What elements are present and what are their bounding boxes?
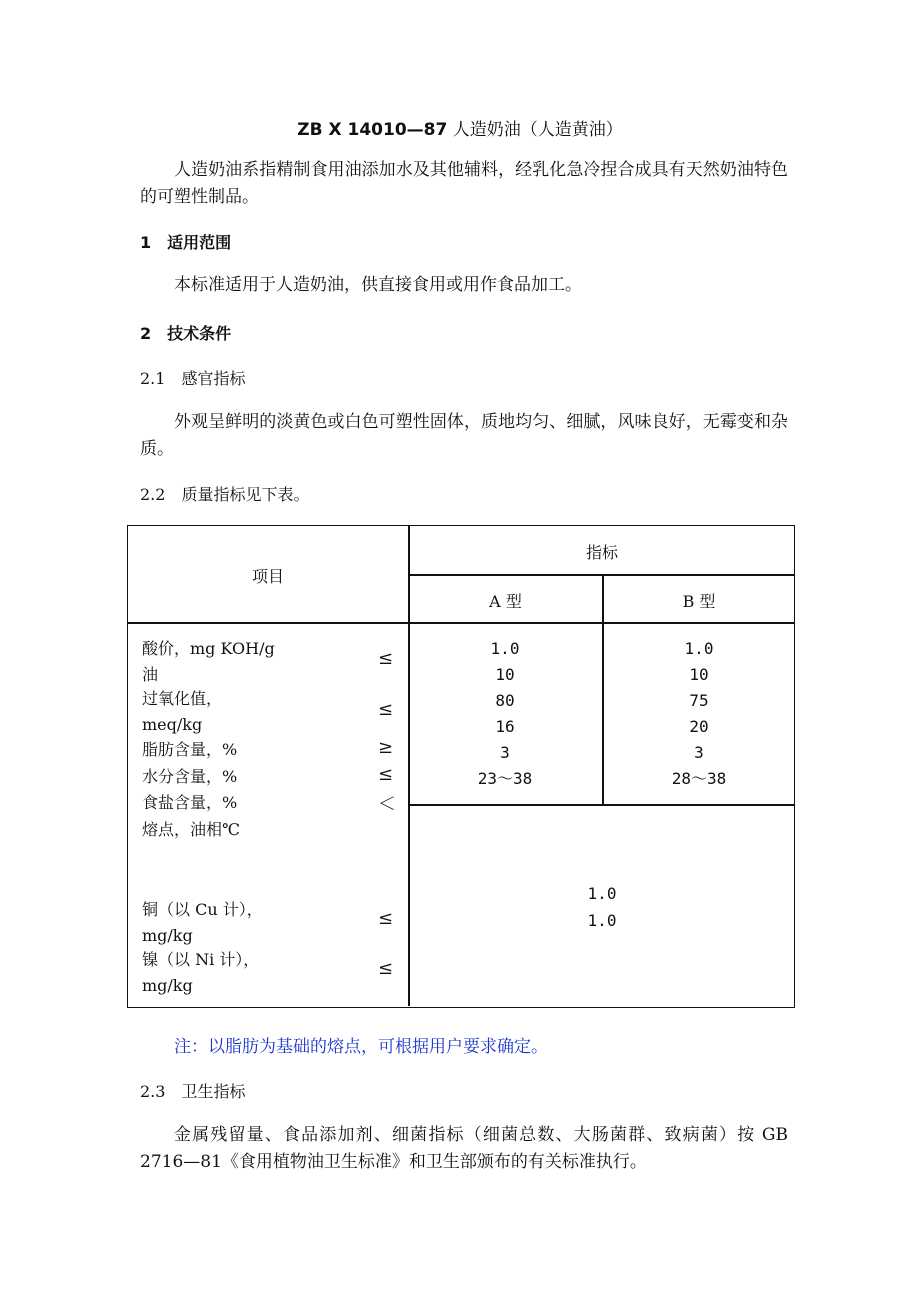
intro-paragraph: 人造奶油系指精制食用油添加水及其他辅料，经乳化急冷捏合成具有天然奶油特色的可塑性制品。 [140,160,788,207]
document-title [0,115,920,140]
header-type-b: B 型 [682,592,716,611]
type-a-value: 1.0 [490,639,520,658]
table-note: 注：以脂肪为基础的熔点，可根据用户要求确定。 [174,1037,548,1057]
section-2-1-text: 外观呈鲜明的淡黄色或白色可塑性固体，质地均匀、细腻，风味良好，无霉变和杂质。 [140,412,788,459]
section-2-3-heading: 2.3 卫生指标 [140,1082,246,1101]
type-a-value: 10 [495,665,515,684]
section-2-heading: 2 技术条件 [140,324,232,343]
row-label: 过氧化值， [142,689,223,708]
section-2-2-heading: 2.2 质量指标见下表。 [140,485,310,504]
type-a-value: 23～38 [477,769,533,788]
comparison-sign: ≤ [378,699,394,720]
type-a-value: 80 [495,691,515,710]
type-b-value: 28～38 [671,769,727,788]
row-label: 水分含量，% [142,767,238,786]
type-b-value: 1.0 [684,639,714,658]
type-b-value: 20 [689,717,709,736]
section-1-text: 本标准适用于人造奶油，供直接食用或用作食品加工。 [174,275,582,295]
row-label: 食盐含量，% [142,793,238,812]
header-index: 指标 [585,543,618,562]
type-a-value: 3 [500,743,510,762]
metal-row-label: mg/kg [142,976,193,995]
comparison-sign: ≤ [378,908,394,929]
type-b-value: 3 [694,743,704,762]
row-label: 酸价，mg KOH/g [142,639,275,658]
type-b-value: 75 [689,691,709,710]
type-b-value: 10 [689,665,709,684]
section-1-heading: 1 适用范围 [140,233,232,252]
metal-value: 1.0 [587,911,617,930]
metal-row-label: mg/kg [142,926,193,945]
metal-row-label: 镍（以 Ni 计）， [142,950,260,969]
row-label: 脂肪含量，% [142,740,238,759]
comparison-sign: ≤ [378,648,394,669]
section-2-1-heading: 2.1 感官指标 [140,369,246,388]
header-item: 项目 [251,567,284,586]
standard-code: ZB X 14010—87 [297,120,448,140]
table-divider [408,804,794,806]
metal-row-label: 铜（以 Cu 计）， [142,900,263,919]
standard-name: 人造奶油（人造黄油） [452,120,623,140]
header-type-a: A 型 [489,592,522,611]
comparison-sign: ≤ [378,764,394,785]
row-label: meq/kg [142,715,203,734]
type-a-value: 16 [495,717,515,736]
section-2-3-text: 金属残留量、食品添加剂、细菌指标（细菌总数、大肠菌群、致病菌）按 GB 2716—81《食用植物油卫生标准》和卫生部颁布的有关标准执行。 [140,1125,788,1172]
metal-value: 1.0 [587,884,617,903]
row-label: 熔点，油相℃ [142,820,240,839]
quality-index-table [127,525,795,1008]
row-label: 油 [142,665,159,684]
table-divider [408,574,794,576]
comparison-sign: ＜ [378,794,396,815]
table-divider [128,622,794,624]
comparison-sign: ≤ [378,958,394,979]
comparison-sign: ≥ [378,737,394,758]
